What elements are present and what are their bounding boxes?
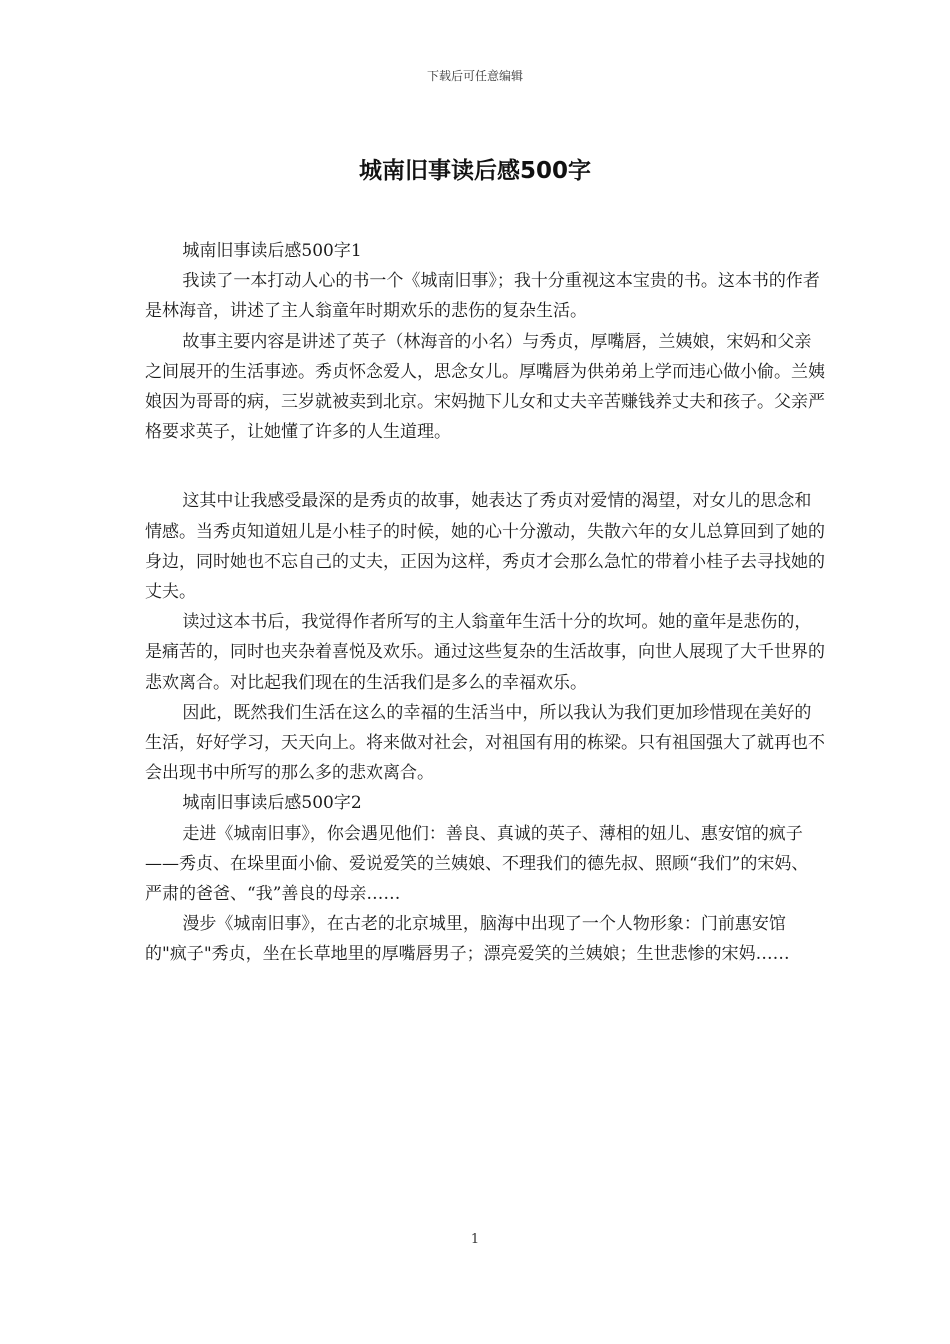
page-number: 1 bbox=[470, 1232, 480, 1247]
header-note: 下载后可任意编辑 bbox=[426, 69, 523, 83]
paragraph-1: 我读了一本打动人心的书一个《城南旧事》；我十分重视这本宝贵的书。这本书的作者是林海音，讲述了主人翁童年时期欢乐的悲伤的复杂生活。 bbox=[145, 271, 820, 322]
paragraph-gap bbox=[145, 447, 825, 486]
document-body bbox=[145, 236, 825, 970]
paragraph-3: 这其中让我感受最深的是秀贞的故事，她表达了秀贞对爱情的渴望，对女儿的思念和情感。当秀贞知道妞儿是小桂子的时候，她的心十分激动，失散六年的女儿总算回到了她的身边，同时她也不忘自己的丈夫，正因为这样，秀贞才会那么急忙的带着小桂子去寻找她的丈夫。 bbox=[145, 491, 825, 603]
document-title: 城南旧事读后感500字 bbox=[358, 158, 591, 184]
paragraph-7: 漫步《城南旧事》，在古老的北京城里，脑海中出现了一个人物形象：门前惠安馆的"疯子"秀贞，坐在长草地里的厚嘴唇男子；漂亮爱笑的兰姨娘；生世悲惨的宋妈…… bbox=[145, 914, 790, 965]
section-heading-2: 城南旧事读后感500字2 bbox=[182, 793, 362, 814]
paragraph-2: 故事主要内容是讲述了英子（林海音的小名）与秀贞，厚嘴唇，兰姨娘，宋妈和父亲之间展开的生活事迹。秀贞怀念爱人，思念女儿。厚嘴唇为供弟弟上学而违心做小偷。兰姨娘因为哥哥的病，三岁就被卖到北京。宋妈抛下儿女和丈夫辛苦赚钱养丈夫和孩子。父亲严格要求英子，让她懂了许多的人生道理。 bbox=[145, 331, 825, 443]
paragraph-4: 读过这本书后，我觉得作者所写的主人翁童年生活十分的坎坷。她的童年是悲伤的，是痛苦的，同时也夹杂着喜悦及欢乐。通过这些复杂的生活故事，向世人展现了大千世界的悲欢离合。对比起我们现在的生活我们是多么的幸福欢乐。 bbox=[145, 612, 825, 693]
paragraph-5: 因此，既然我们生活在这么的幸福的生活当中，所以我认为我们更加珍惜现在美好的生活，好好学习，天天向上。将来做对社会，对祖国有用的栋梁。只有祖国强大了就再也不会出现书中所写的那么多的悲欢离合。 bbox=[145, 702, 825, 784]
paragraph-6: 走进《城南旧事》，你会遇见他们：善良、真诚的英子、薄相的妞儿、惠安馆的疯子——秀贞、在垛里面小偷、爱说爱笑的兰姨娘、不理我们的德先叔、照顾“我们”的宋妈、严肃的爸爸、“我”善良的母亲…… bbox=[145, 823, 809, 905]
section-heading-1: 城南旧事读后感500字1 bbox=[182, 241, 362, 261]
